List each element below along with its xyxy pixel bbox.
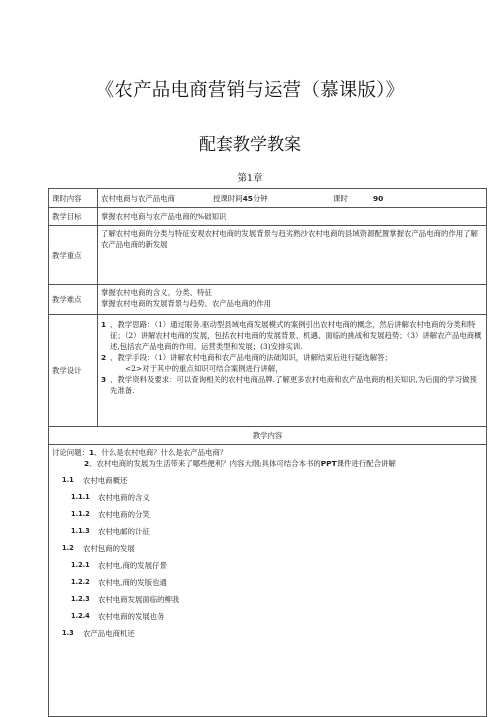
design-item-number: 1 xyxy=(101,320,107,329)
outline-item xyxy=(52,526,483,537)
design-item-text: 教学思路：（1）通过眼务.驱动型县域电商发展模式的案例引出农村电商的概念，然后讲解农村电商的分类和特征；（2）讲解农村电商的发展，包括农村电商的发展背景、机遇、面临的挑战和发展趋势；（3）讲解农产品电商概述,包括农产品电商的作用、运营类型和发展；(3)安排实训. xyxy=(110,320,482,351)
outline-text: 农村电,商的发版也通 xyxy=(98,578,167,587)
class-hours-label: 课时 xyxy=(333,193,348,203)
design-item-number: 2 xyxy=(101,353,107,362)
design-item xyxy=(101,319,483,352)
design-item xyxy=(101,374,483,396)
outline-text: 农村电商的发展也务 xyxy=(98,612,165,621)
outline-number: 1.1.2 xyxy=(71,510,90,518)
outline-number: 1.2 xyxy=(62,544,74,552)
outline-item xyxy=(52,577,483,588)
outline-text: 农村电商发展面临的柳我 xyxy=(98,595,180,604)
question-number: 1 xyxy=(88,448,95,457)
teaching-time-unit: 分钟 xyxy=(252,193,268,203)
outline-item xyxy=(52,594,483,605)
outline-number: 1.2.2 xyxy=(71,578,90,586)
outline-text: 农村电商的含义 xyxy=(98,493,150,502)
difficult-points-cell xyxy=(98,285,486,314)
design-item-subpoint: <2>对于其中的重点知识可结合案例进行讲解， xyxy=(125,364,283,373)
outline-item xyxy=(52,475,483,486)
design-item xyxy=(101,352,483,374)
teaching-design-cell xyxy=(98,315,486,426)
question-text: 、农村电商的发展为生活带来了哪些便利？内容大纲;具体可结合本书的 xyxy=(89,459,321,468)
outline-text: 农村电商的分笑 xyxy=(98,510,150,519)
class-hours-value: 90 xyxy=(373,193,384,203)
row-teaching-design xyxy=(49,314,486,426)
outline-number: 1.2.4 xyxy=(71,612,90,620)
discussion-question xyxy=(52,458,483,469)
row-teaching-goal xyxy=(49,207,486,225)
outline-number: 1.1.3 xyxy=(71,527,90,535)
outline-number: 1.2.3 xyxy=(71,595,90,603)
outline-item xyxy=(52,611,483,622)
discussion-question xyxy=(52,447,483,458)
outline-text: 农村电邮的计征 xyxy=(98,527,150,536)
teaching-time-value: 45 xyxy=(242,193,253,203)
key-points-text: 了解农村电商的分类与特征安观农村电商的发展背景与趋劣熟沙农村电商的县域资源配置掌握农产品电商的作用了解农产品电商的新发展 xyxy=(101,229,478,249)
document-title: 《农产品电商营销与运营（慕课版）》 xyxy=(95,80,405,101)
design-item-text: 教学资料及要求：可以查询相关的农村电商品牌.了解更多农村电商和农产品电商的相关知识,为后面的学习做预先准备. xyxy=(110,375,477,395)
label-teaching-goal: 教学目标 xyxy=(49,208,98,225)
teaching-time xyxy=(213,193,333,204)
outline-number: 1.3 xyxy=(62,629,74,637)
label-lesson-content: 课时内容 xyxy=(49,189,98,207)
design-item-text: 教学手段：（1）讲解农村电商和农产品电商的法础知识，讲解结束后进行疑选解答； xyxy=(117,353,392,362)
outline-number: 1.2.1 xyxy=(71,561,90,569)
difficult-point-line: 掌握农村电商的含义、分类、特征 xyxy=(101,288,212,297)
outline-item xyxy=(52,543,483,554)
row-key-points xyxy=(49,225,486,284)
lesson-plan-table xyxy=(48,188,487,717)
outline-text: 农产品电商机还 xyxy=(83,629,135,638)
discussion-prefix: 讨论问题： xyxy=(52,448,89,457)
design-item-separator: 、 xyxy=(110,320,118,329)
outline-item xyxy=(52,492,483,503)
row-content xyxy=(49,444,486,716)
difficult-point-line: 掌握农村电商的发展背景与趋势、农产品电商的作用 xyxy=(101,299,271,308)
row-difficult-points xyxy=(49,284,486,314)
lesson-topic: 农村电商与农产品电商 xyxy=(101,193,175,203)
outline-item xyxy=(52,509,483,520)
content-header: 教学内容 xyxy=(252,431,283,440)
outline-text: 农村电,商的发展仔景 xyxy=(98,561,167,570)
outline-number: 1.1 xyxy=(62,476,74,484)
row-lesson-content xyxy=(49,189,486,207)
chapter-heading: 第1章 xyxy=(237,173,263,184)
design-item-number: 3 xyxy=(101,375,107,384)
lesson-content-cell xyxy=(98,189,486,207)
outline-text: 农村包商的发展 xyxy=(83,544,135,553)
outline-item xyxy=(52,628,483,639)
document-subtitle: 配套教学教案 xyxy=(199,135,301,155)
label-teaching-design: 教学设计 xyxy=(49,315,98,426)
design-item-separator: 、 xyxy=(110,353,118,362)
outline-number: 1.1.1 xyxy=(71,493,90,501)
teaching-time-label: 授课时间 xyxy=(213,193,243,203)
question-text-tail: 课件进行配合讲解 xyxy=(336,459,396,468)
outline-item xyxy=(52,560,483,571)
question-text: 、什么是农村电商？什么是农产品电商？ xyxy=(94,448,228,457)
row-content-header xyxy=(49,426,486,444)
ppt-label: PPT xyxy=(320,459,337,468)
question-number: 2 xyxy=(84,459,90,468)
label-key-points: 教学重点 xyxy=(49,226,98,284)
content-body xyxy=(49,445,486,716)
design-item-separator: 、 xyxy=(110,375,118,384)
label-difficult-points: 教学难点 xyxy=(49,285,98,314)
teaching-goal-text: 掌握农村电商与农产品电商的%础知识 xyxy=(101,212,227,221)
outline-text: 农村电商概还 xyxy=(83,476,128,485)
